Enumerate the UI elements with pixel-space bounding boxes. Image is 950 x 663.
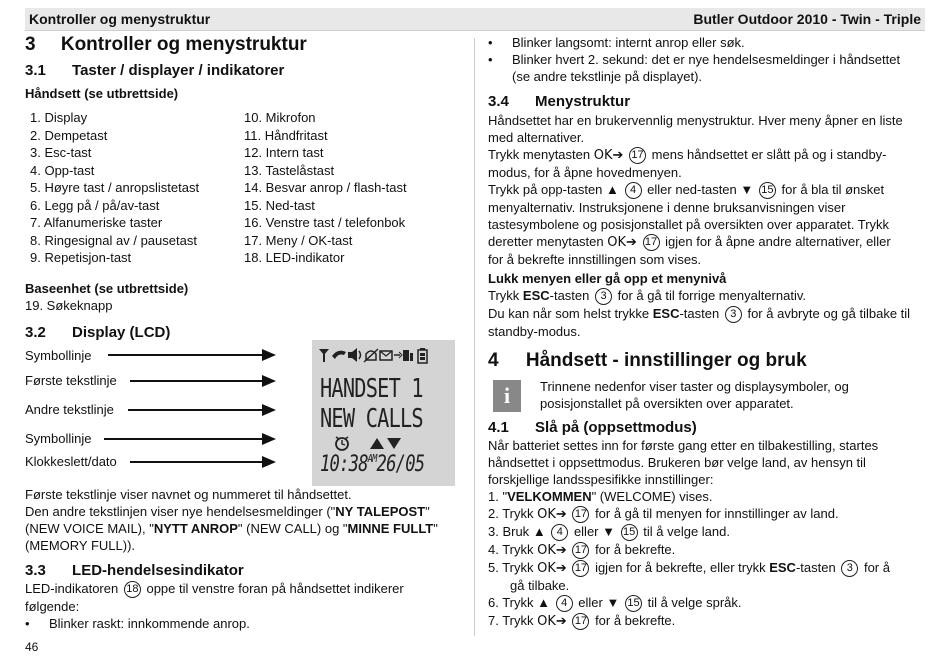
- list-item: 3. Esc-tast: [30, 145, 92, 160]
- lcd-clock: [320, 452, 424, 477]
- list-item: 7. Alfanumeriske taster: [30, 215, 163, 230]
- key-number-badge: 4: [551, 524, 568, 541]
- lcd-label-symbol-line-2: Symbollinje: [25, 431, 92, 446]
- list-item: 18. LED-indikator: [244, 250, 345, 265]
- ok-key-label: OK: [537, 507, 556, 522]
- section-3-1-heading: [25, 62, 284, 79]
- lcd-label-clock-date: Klokkeslett/dato: [25, 454, 117, 469]
- text-line: [25, 503, 438, 520]
- lcd-label-first-line: Første tekstlinje: [25, 373, 117, 388]
- text-span: Trykk: [488, 288, 523, 303]
- lcd-symbol-row: [316, 346, 459, 376]
- header-right: Butler Outdoor 2010 - Twin - Triple: [693, 11, 921, 27]
- list-item: 10. Mikrofon: [244, 110, 316, 125]
- text-span: LED-indikatoren: [25, 581, 119, 596]
- text-span: for å bekrefte.: [595, 613, 676, 629]
- bold-text: VELKOMMEN: [507, 489, 592, 504]
- ok-arrow-icon: ➔: [555, 613, 567, 629]
- keys-list-col1: [30, 109, 199, 267]
- led-bullets-cont: [488, 34, 900, 85]
- text-span: til å velge språk.: [647, 595, 742, 611]
- text-span: 1. ": [488, 489, 508, 504]
- key-number-badge: 4: [625, 182, 642, 199]
- text-line: [488, 305, 910, 323]
- text-span: igjen for å bekrefte, eller trykk: [595, 560, 766, 576]
- bullet-text: (se andre tekstlinje på displayet).: [512, 69, 703, 84]
- list-item: 4. Opp-tast: [30, 162, 95, 178]
- text-span: for å bekrefte.: [595, 542, 676, 558]
- key-number-badge: 17: [572, 613, 589, 630]
- info-note: [540, 378, 849, 412]
- text-line: følgende:: [25, 599, 80, 615]
- text-line: tastesymbolene og posisjonstallet på oversikten over apparatet. Trykk: [488, 217, 890, 233]
- column-divider: [474, 38, 475, 636]
- text-line: standby-modus.: [488, 324, 581, 340]
- text-line: [488, 287, 910, 305]
- section-3-2-heading: [25, 324, 170, 341]
- text-span: eller ned-tasten: [647, 182, 737, 198]
- text-span: Trykk på opp-tasten: [488, 182, 603, 198]
- step-item: [488, 594, 890, 612]
- bold-text: ESC: [769, 560, 796, 576]
- menu-paragraph: [488, 112, 903, 268]
- list-item: 16. Venstre tast / telefonbok: [244, 215, 406, 230]
- text-span: Trykk menytasten: [488, 147, 591, 162]
- text-span: for å gå til forrige menyalternativ.: [617, 288, 806, 303]
- text-span: -tasten: [679, 306, 720, 322]
- page-header: [25, 8, 925, 31]
- section-4-1-heading: [488, 419, 697, 436]
- list-item: 9. Repetisjon-tast: [30, 250, 132, 265]
- led-paragraph: [25, 580, 404, 632]
- phone-icon: [332, 351, 346, 359]
- list-item: 2. Dempetast: [30, 127, 108, 143]
- setup-paragraph: [488, 437, 878, 488]
- envelope-icon: [380, 351, 392, 360]
- text-span: igjen for å åpne andre alternativer, eller: [665, 234, 891, 250]
- close-menu-paragraph: [488, 287, 910, 340]
- text-span: for å bla til ønsket: [781, 182, 885, 198]
- section-title: Kontroller og menystruktur: [60, 34, 307, 55]
- text-span: -tasten: [795, 560, 836, 576]
- list-item: 8. Ringesignal av / pausetast: [30, 232, 197, 248]
- text-span: oppe til venstre foran på håndsettet indikerer: [146, 581, 404, 596]
- section-3-3-heading: [25, 562, 244, 579]
- bullet-item: • Blinker raskt: innkommende anrop.: [25, 616, 250, 632]
- ok-arrow-icon: ➔: [555, 542, 567, 558]
- bold-text: NYTT ANROP: [153, 521, 238, 536]
- ok-key-label: OK: [593, 148, 613, 163]
- key-number-badge: 17: [572, 506, 589, 523]
- arrow: [104, 438, 274, 440]
- speaker-icon: [348, 348, 361, 362]
- lcd-line-1: HANDSET 1: [320, 374, 423, 404]
- key-number-badge: 17: [643, 234, 660, 251]
- down-arrow-icon: ▼: [602, 524, 616, 540]
- ok-arrow-icon: ➔: [555, 560, 567, 576]
- ok-key-label: OK: [607, 235, 627, 251]
- text-span: " (NEW CALL) og ": [237, 521, 348, 536]
- bullet-item: [488, 68, 900, 85]
- key-number-badge: 15: [625, 595, 642, 612]
- display-paragraph: [25, 486, 438, 554]
- close-menu-subheading: Lukk menyen eller gå opp et menynivå: [488, 271, 727, 286]
- section-number: 3.1: [25, 62, 46, 79]
- bell-off-icon: [364, 349, 378, 362]
- page-number: 46: [25, 640, 39, 654]
- text-line: Trinnene nedenfor viser taster og displaysymboler, og: [540, 379, 849, 394]
- list-item: 6. Legg på / på/av-tast: [30, 197, 160, 213]
- list-item: 13. Tastelåstast: [244, 162, 335, 178]
- lcd-label-second-line: Andre tekstlinje: [25, 402, 114, 417]
- up-arrow-icon: ▲: [606, 182, 619, 198]
- list-item: 14. Besvar anrop / flash-tast: [244, 180, 407, 195]
- ok-key-label: OK: [537, 543, 556, 559]
- text-line: med alternativer.: [488, 130, 585, 145]
- arrow: [130, 461, 274, 463]
- text-line: Håndsettet har en brukervennlig menystruktur. Hver meny åpner en liste: [488, 113, 903, 128]
- up-arrow-icon: [370, 438, 384, 449]
- up-arrow-icon: ▲: [537, 595, 551, 611]
- text-span: 4. Trykk: [488, 542, 534, 558]
- text-span: eller: [573, 524, 599, 540]
- text-line: modus, for å åpne hovedmenyen.: [488, 165, 682, 181]
- section-number: 3.4: [488, 93, 509, 110]
- lcd-date: 26/05: [376, 452, 425, 477]
- ok-key-label: OK: [537, 614, 556, 630]
- lcd-line-2: NEW CALLS: [320, 404, 423, 434]
- text-line: [25, 580, 404, 598]
- down-arrow-icon: ▼: [606, 595, 620, 611]
- alarm-clock-icon: [336, 437, 348, 450]
- section-number: 3: [25, 34, 36, 55]
- ok-arrow-icon: ➔: [612, 147, 624, 162]
- bold-text: ESC: [652, 306, 680, 322]
- text-line: forskjellige landsspesifikke innstillinger:: [488, 472, 714, 487]
- text-line: [488, 146, 903, 164]
- key-number-badge: 15: [759, 182, 776, 199]
- header-left: Kontroller og menystruktur: [29, 11, 211, 27]
- text-line: håndsettet i oppsettmodus. Brukeren bør velge land, av hensyn til: [488, 455, 866, 470]
- base-subheading: Baseenhet (se utbrettside): [25, 281, 189, 296]
- section-title: Menystruktur: [535, 93, 631, 110]
- keys-list-col2: [244, 109, 407, 267]
- section-3-heading: [25, 34, 307, 56]
- arrow: [108, 354, 274, 356]
- text-span: ": [433, 521, 438, 536]
- list-item: 17. Meny / OK-tast: [244, 232, 353, 248]
- bullet-text: Blinker raskt: innkommende anrop.: [49, 616, 250, 632]
- text-span: 7. Trykk: [488, 613, 534, 629]
- text-span: for å: [863, 560, 890, 576]
- text-span: til å velge land.: [643, 524, 730, 540]
- text-span: Den andre tekstlinjen viser nye hendelsesmeldinger (": [25, 504, 336, 519]
- setup-steps: [488, 488, 890, 630]
- text-line: for å bekrefte innstillingen som vises.: [488, 252, 702, 268]
- step-item: [488, 577, 890, 594]
- step-item: [488, 505, 890, 523]
- section-title: Taster / displayer / indikatorer: [72, 62, 285, 79]
- section-number: 4: [488, 350, 499, 371]
- step-item: [488, 523, 890, 541]
- key-number-badge: 15: [621, 524, 638, 541]
- text-span: 2. Trykk: [488, 506, 534, 521]
- up-arrow-icon: ▲: [532, 524, 546, 540]
- text-span: for å gå til menyen for innstillinger av land.: [595, 506, 839, 521]
- handset-subheading: Håndsett (se utbrettside): [25, 86, 179, 101]
- ok-arrow-icon: ➔: [626, 234, 637, 250]
- text-span: 3. Bruk: [488, 524, 530, 540]
- text-line: menyalternativ. Instruksjonene i denne bruksanvisningen viser: [488, 200, 846, 216]
- text-span: mens håndsettet er slått på og i standby-: [651, 147, 887, 162]
- step-item: [488, 559, 890, 577]
- text-line: [25, 520, 438, 537]
- step-item: [488, 541, 890, 559]
- key-number-badge: 4: [556, 595, 573, 612]
- list-item: 15. Ned-tast: [244, 197, 315, 213]
- text-line: Når batteriet settes inn for første gang etter en tilbakestilling, startes: [488, 438, 879, 453]
- bullet-item: • Blinker langsomt: internt anrop eller søk.: [488, 35, 745, 50]
- down-arrow-icon: [387, 438, 401, 449]
- arrow: [130, 380, 274, 382]
- text-span: (NEW VOICE MAIL), ": [25, 521, 154, 536]
- text-span: eller: [578, 595, 603, 611]
- section-title: Slå på (oppsettmodus): [535, 419, 697, 436]
- text-span: " (WELCOME) vises.: [591, 489, 713, 504]
- lcd-time: 10:38: [320, 452, 368, 477]
- ok-arrow-icon: ➔: [555, 506, 567, 521]
- lcd-display: [312, 340, 455, 486]
- section-number: 4.1: [488, 419, 509, 436]
- key-number-badge: 17: [572, 542, 589, 559]
- text-span: for å avbryte og gå tilbake til: [747, 306, 911, 322]
- bullet-text: Blinker langsomt: internt anrop eller søk.: [512, 35, 745, 50]
- battery-icon: [418, 348, 427, 363]
- text-line: (MEMORY FULL)).: [25, 538, 136, 553]
- section-number: 3.2: [25, 324, 46, 341]
- lcd-label-symbol-line: Symbollinje: [25, 348, 92, 363]
- bullet-text: Blinker hvert 2. sekund: det er nye hendelsesmeldinger i håndsettet: [512, 52, 901, 67]
- antenna-icon: [319, 349, 329, 362]
- key-number-badge: 17: [629, 147, 646, 164]
- section-4-heading: [488, 350, 807, 372]
- text-span: Du kan når som helst trykke: [488, 306, 653, 322]
- bullet-item: • Blinker hvert 2. sekund: det er nye hendelsesmeldinger i håndsettet: [488, 52, 901, 67]
- section-3-4-heading: [488, 93, 630, 110]
- key-number-badge: 17: [572, 560, 589, 577]
- key-number-badge: 18: [124, 581, 141, 598]
- list-item: 11. Håndfritast: [244, 127, 328, 143]
- lcd-ampm: AM: [367, 452, 377, 465]
- section-title: Display (LCD): [72, 324, 171, 341]
- step-item: [488, 612, 890, 630]
- lcd-symbol-row-2: [312, 434, 455, 454]
- step-item: [488, 488, 890, 505]
- text-span: -tasten: [549, 288, 590, 303]
- section-title: Håndsett - innstillinger og bruk: [525, 350, 807, 371]
- text-span: gå tilbake.: [510, 578, 570, 594]
- bold-text: ESC: [522, 288, 550, 303]
- info-icon: i: [493, 380, 521, 412]
- ok-key-label: OK: [537, 561, 556, 577]
- key-number-badge: 3: [725, 306, 742, 323]
- text-line: [488, 233, 903, 251]
- section-number: 3.3: [25, 562, 46, 579]
- text-line: [488, 181, 903, 199]
- section-title: LED-hendelsesindikator: [72, 562, 244, 579]
- key-number-badge: 3: [841, 560, 858, 577]
- bold-text: MINNE FULLT: [347, 521, 434, 536]
- list-item: 12. Intern tast: [244, 145, 324, 160]
- down-arrow-icon: ▼: [740, 182, 754, 198]
- arrow: [128, 409, 274, 411]
- text-line: Første tekstlinje viser navnet og nummeret til håndsettet.: [25, 487, 352, 502]
- list-item: 1. Display: [30, 110, 88, 125]
- intercom-icon: [394, 350, 413, 361]
- text-span: ": [425, 504, 430, 519]
- base-item: 19. Søkeknapp: [25, 298, 113, 313]
- text-span: 5. Trykk: [488, 560, 534, 576]
- bold-text: NY TALEPOST: [335, 504, 426, 519]
- key-number-badge: 3: [595, 288, 612, 305]
- text-span: 6. Trykk: [488, 595, 534, 611]
- text-line: posisjonstallet på oversikten over apparatet.: [540, 396, 794, 411]
- text-span: deretter menytasten: [488, 234, 604, 250]
- list-item: 5. Høyre tast / anropslistetast: [30, 180, 200, 195]
